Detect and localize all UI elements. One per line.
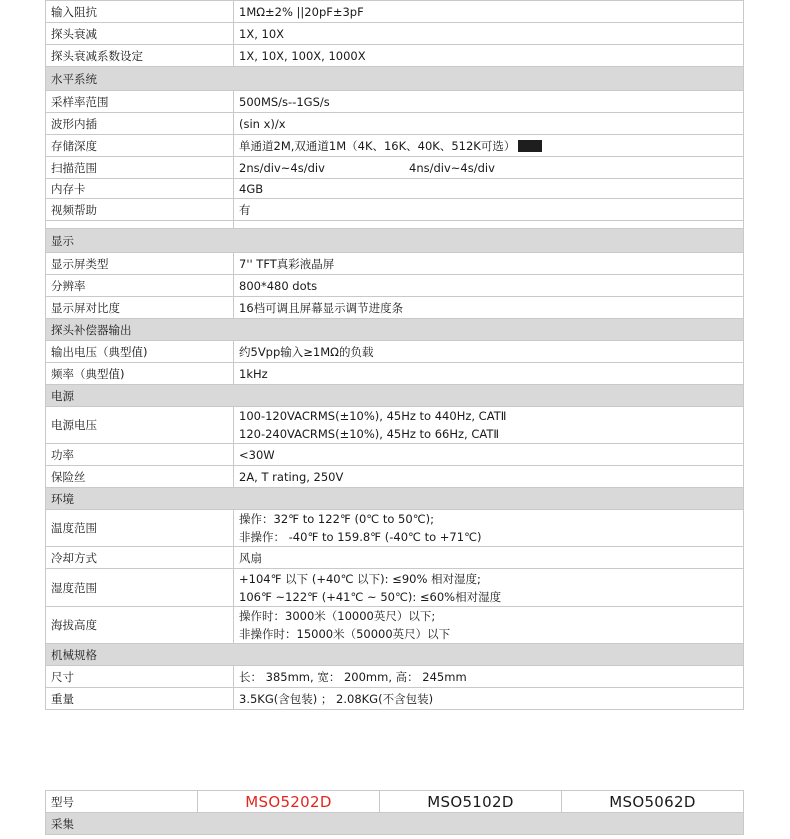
- spec-row: [46, 179, 744, 199]
- spec-value-text: 有: [239, 202, 251, 217]
- section-label: 采集: [46, 813, 744, 835]
- spec-label: 海拔高度: [46, 607, 234, 644]
- spec-row: [46, 135, 744, 157]
- section-label: 探头补偿器输出: [46, 319, 744, 341]
- spec-value-line: 120-240VACRMS(±10%), 45Hz to 66Hz, CATⅡ: [239, 427, 500, 441]
- spec-value-text: <30W: [239, 447, 275, 462]
- spec-value: [234, 466, 744, 488]
- spec-value-line: 106℉ ~122℉ (+41℃ ~ 50℃): ≤60%相对湿度: [239, 589, 502, 604]
- spec-value-line: 非操作时：15000米（50000英尺）以下: [239, 627, 451, 641]
- spec-label: 探头衰减系数设定: [46, 45, 234, 67]
- spec-label: 温度范围: [46, 510, 234, 547]
- spec-value: [234, 113, 744, 135]
- spec-row: [46, 547, 744, 569]
- spec-value-line: 100-120VACRMS(±10%), 45Hz to 440Hz, CATⅡ: [239, 409, 507, 423]
- model-header-row: [46, 791, 744, 813]
- spec-value: [234, 91, 744, 113]
- spec-value-text: 单通道2M,双通道1M（4K、16K、40K、512K可选）: [239, 138, 516, 153]
- section-label: 机械规格: [46, 644, 744, 666]
- spec-value: [234, 275, 744, 297]
- spec-label: 波形内插: [46, 113, 234, 135]
- spec-value-text: 7'' TFT真彩液晶屏: [239, 256, 335, 271]
- spec-value-text: 约5Vpp输入≥1MΩ的负载: [239, 344, 374, 359]
- spec-row: [46, 91, 744, 113]
- spec-value: [234, 407, 744, 444]
- spec-row: [46, 666, 744, 688]
- section-label: 环境: [46, 488, 744, 510]
- spec-value: [234, 297, 744, 319]
- spec-value-line: 操作时：3000米（10000英尺）以下;: [239, 609, 436, 623]
- spec-row: [46, 45, 744, 67]
- spec-table: [45, 0, 744, 710]
- section-row: [46, 813, 744, 835]
- spec-value-line: 非操作： -40℉ to 159.8℉ (-40℃ to +71℃): [239, 530, 482, 544]
- spec-value: [234, 547, 744, 569]
- section-label: 水平系统: [46, 67, 744, 91]
- model-name: MSO5102D: [380, 791, 562, 813]
- spec-row: [46, 113, 744, 135]
- model-header-label: 型号: [46, 791, 198, 813]
- spec-row: [46, 199, 744, 221]
- spec-value-text: 800*480 dots: [239, 278, 318, 293]
- spec-value-text: 500MS/s--1GS/s: [239, 94, 330, 109]
- spec-label: [46, 221, 234, 229]
- spec-value: [234, 510, 744, 547]
- spec-label: 扫描范围: [46, 157, 234, 179]
- spec-label: 分辨率: [46, 275, 234, 297]
- section-row: [46, 488, 744, 510]
- spec-row: [46, 341, 744, 363]
- section-row: [46, 319, 744, 341]
- spec-row: [46, 297, 744, 319]
- spec-value-text: 1X, 10X, 100X, 1000X: [239, 48, 366, 63]
- spec-row: [46, 157, 744, 179]
- spec-label: 湿度范围: [46, 569, 234, 607]
- spec-row: [46, 688, 744, 710]
- spec-label: 采样率范围: [46, 91, 234, 113]
- spec-value-text: 2A, T rating, 250V: [239, 469, 344, 484]
- spec-value-text: 3.5KG(含包装) ； 2.08KG(不含包装): [239, 691, 434, 706]
- spec-value: [234, 666, 744, 688]
- spec-value: [234, 23, 744, 45]
- spec-value: [234, 157, 744, 179]
- spec-label: 冷却方式: [46, 547, 234, 569]
- spec-row: [46, 607, 744, 644]
- spec-label: 保险丝: [46, 466, 234, 488]
- spec-value-line: +104℉ 以下 (+40℃ 以下): ≤90% 相对湿度;: [239, 571, 481, 586]
- spec-value: [234, 607, 744, 644]
- section-row: [46, 229, 744, 253]
- spec-value-b: 4ns/div~4s/div: [409, 160, 495, 175]
- model-name: MSO5062D: [562, 791, 744, 813]
- spec-value: [234, 179, 744, 199]
- spec-row: [46, 275, 744, 297]
- spec-label: 存储深度: [46, 135, 234, 157]
- section-row: [46, 644, 744, 666]
- spec-row: [46, 510, 744, 547]
- spec-value-text: 4GB: [239, 181, 264, 196]
- spec-value-text: (sin x)/x: [239, 116, 286, 131]
- spec-value: [234, 199, 744, 221]
- spec-value: [234, 45, 744, 67]
- spec-row: [46, 221, 744, 229]
- section-row: [46, 385, 744, 407]
- spec-row: [46, 569, 744, 607]
- redaction-block: [518, 140, 542, 152]
- spec-label: 输出电压（典型值): [46, 341, 234, 363]
- spec-value: [234, 221, 744, 229]
- spec-row: [46, 1, 744, 23]
- section-row: [46, 67, 744, 91]
- section-label: 电源: [46, 385, 744, 407]
- model-name-highlighted: MSO5202D: [198, 791, 380, 813]
- spec-label: 内存卡: [46, 179, 234, 199]
- spec-label: 重量: [46, 688, 234, 710]
- spec-value: [234, 688, 744, 710]
- spec-value: [234, 363, 744, 385]
- spec-value: [234, 1, 744, 23]
- spec-value-text: 风扇: [239, 550, 262, 565]
- spec-value: [234, 444, 744, 466]
- spec-value-text: 1MΩ±2% ||20pF±3pF: [239, 4, 364, 19]
- spec-row: [46, 363, 744, 385]
- spec-label: 探头衰减: [46, 23, 234, 45]
- spec-value-a: 2ns/div~4s/div: [239, 160, 325, 175]
- spec-value: [234, 135, 744, 157]
- spec-value-text: 1X, 10X: [239, 26, 285, 41]
- spec-value: [234, 569, 744, 607]
- spec-label: 视频帮助: [46, 199, 234, 221]
- spec-row: [46, 23, 744, 45]
- spec-row: [46, 444, 744, 466]
- spec-value: [234, 253, 744, 275]
- spec-label: 电源电压: [46, 407, 234, 444]
- spec-row: [46, 407, 744, 444]
- spec-row: [46, 253, 744, 275]
- spec-value-line: 操作：32℉ to 122℉ (0℃ to 50℃);: [239, 512, 434, 526]
- spec-label: 功率: [46, 444, 234, 466]
- spec-label: 输入阻抗: [46, 1, 234, 23]
- spec-value-text: 16档可调且屏幕显示调节进度条: [239, 300, 404, 315]
- spec-value-text: 1kHz: [239, 366, 268, 381]
- spec-value-text: 长： 385mm, 宽： 200mm, 高： 245mm: [239, 669, 467, 684]
- spec-row: [46, 466, 744, 488]
- spec-label: 频率（典型值): [46, 363, 234, 385]
- section-label: 显示: [46, 229, 744, 253]
- spec-value: [234, 341, 744, 363]
- spec-label: 显示屏对比度: [46, 297, 234, 319]
- spec-label: 尺寸: [46, 666, 234, 688]
- spec-label: 显示屏类型: [46, 253, 234, 275]
- model-comparison-table: [45, 790, 744, 835]
